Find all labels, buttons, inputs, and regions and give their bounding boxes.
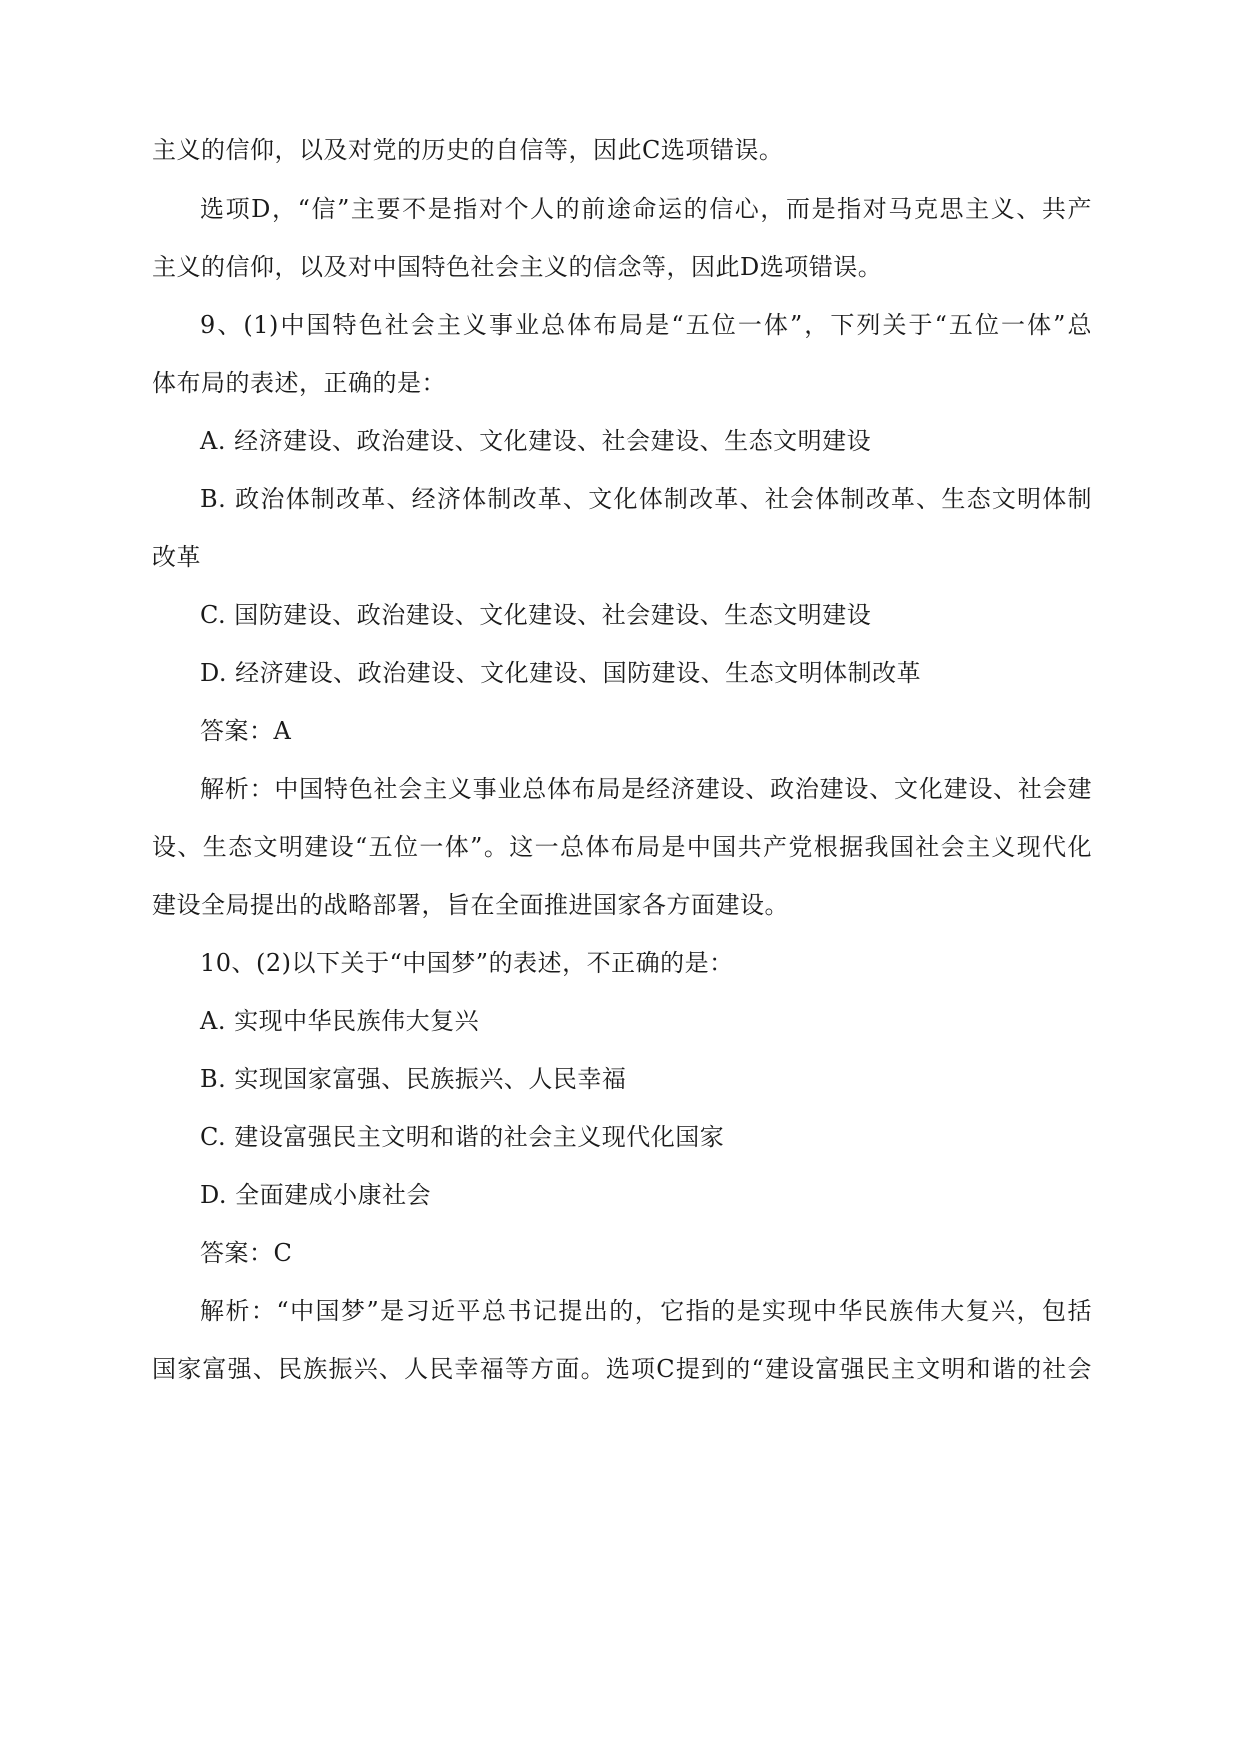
q10-option-a: A. 实现中华民族伟大复兴 bbox=[200, 1007, 480, 1035]
q9-analysis-line-2: 设、生态文明建设“五位一体”。这一总体布局是中国共产党根据我国社会主义现代化 bbox=[152, 833, 1092, 861]
text-line-3: 主义的信仰，以及对中国特色社会主义的信念等，因此D选项错误。 bbox=[152, 253, 883, 281]
text-line-1: 主义的信仰，以及对党的历史的自信等，因此C选项错误。 bbox=[152, 136, 784, 164]
q9-option-c: C. 国防建设、政治建设、文化建设、社会建设、生态文明建设 bbox=[200, 601, 872, 629]
q9-answer: 答案：A bbox=[200, 717, 292, 745]
q10-option-b: B. 实现国家富强、民族振兴、人民幸福 bbox=[200, 1065, 627, 1093]
q9-analysis-line-3: 建设全局提出的战略部署，旨在全面推进国家各方面建设。 bbox=[152, 891, 789, 919]
q10-analysis-line-1: 解析：“中国梦”是习近平总书记提出的，它指的是实现中华民族伟大复兴，包括 bbox=[200, 1297, 1092, 1325]
q10-analysis-line-2: 国家富强、民族振兴、人民幸福等方面。选项C提到的“建设富强民主文明和谐的社会 bbox=[152, 1355, 1092, 1383]
q10-answer: 答案：C bbox=[200, 1239, 293, 1267]
q10-option-c: C. 建设富强民主文明和谐的社会主义现代化国家 bbox=[200, 1123, 725, 1151]
question-10: 10、(2)以下关于“中国梦”的表述，不正确的是： bbox=[200, 949, 734, 977]
q9-analysis-line-1: 解析：中国特色社会主义事业总体布局是经济建设、政治建设、文化建设、社会建 bbox=[200, 775, 1092, 803]
q9-option-a: A. 经济建设、政治建设、文化建设、社会建设、生态文明建设 bbox=[200, 427, 872, 455]
question-9-line-2: 体布局的表述，正确的是： bbox=[152, 369, 446, 397]
q9-option-b-line-1: B. 政治体制改革、经济体制改革、文化体制改革、社会体制改革、生态文明体制 bbox=[200, 485, 1092, 513]
q9-option-d: D. 经济建设、政治建设、文化建设、国防建设、生态文明体制改革 bbox=[200, 659, 922, 687]
question-9-line-1: 9、(1)中国特色社会主义事业总体布局是“五位一体”，下列关于“五位一体”总 bbox=[200, 311, 1092, 339]
text-line-2: 选项D，“信”主要不是指对个人的前途命运的信心，而是指对马克思主义、共产 bbox=[200, 195, 1092, 223]
q10-option-d: D. 全面建成小康社会 bbox=[200, 1181, 432, 1209]
q9-option-b-line-2: 改革 bbox=[152, 543, 201, 571]
